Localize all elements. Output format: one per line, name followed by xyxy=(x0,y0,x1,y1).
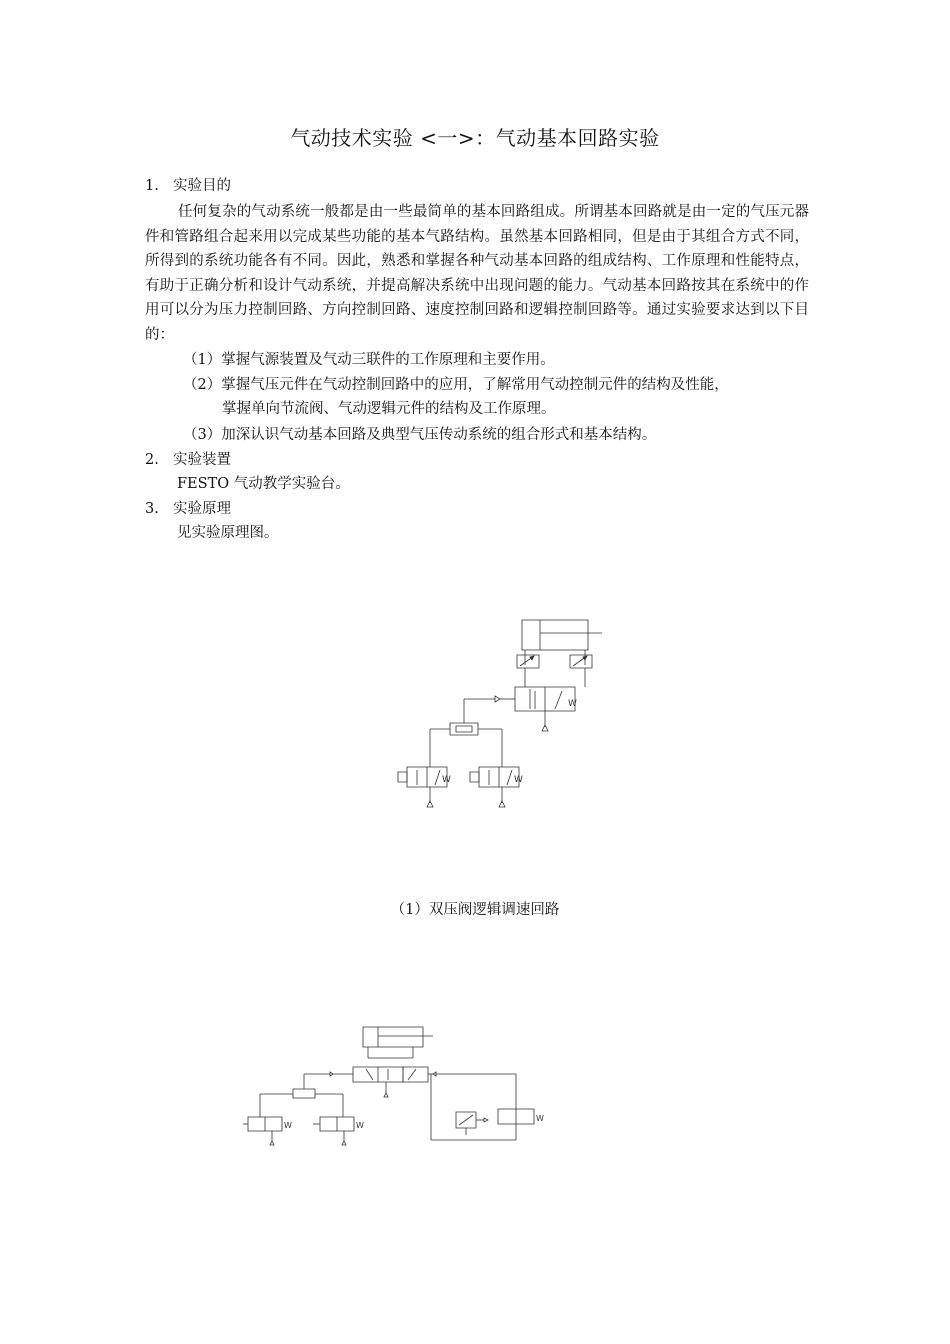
purpose-paragraph: 任何复杂的气动系统一般都是由一些最简单的基本回路组成。所谓基本回路就是由一定的气压元器件和管路组合起来用以完成某些功能的基本气路结构。虽然基本回路相同，但是由于其组合方式不同，所得到的系统功能各有不同。因此，熟悉和掌握各种气动基本回路的组成结构、工作原理和性能特点，有助于正确分析和设计气动系统，并提高解决系统中出现问题的能力。气动基本回路按其在系统中的作用可以分为压力控制回路、方向控制回路、速度控制回路和逻辑控制回路等。通过实验要求达到以下目的： xyxy=(145,204,809,343)
section-2-heading xyxy=(145,448,231,472)
svg-text:W: W xyxy=(284,1121,292,1130)
objective-text: 加深认识气动基本回路及典型气压传动系统的组合形式和基本结构。 xyxy=(221,427,657,443)
main-directional-valve xyxy=(495,687,577,731)
section-title: 实验原理 xyxy=(173,501,231,517)
dual-pressure-valve xyxy=(430,699,502,767)
diagram-1-caption: （1）双压阀逻辑调速回路 xyxy=(390,902,560,918)
equipment-text: FESTO 气动教学实验台。 xyxy=(177,476,350,492)
svg-text:W: W xyxy=(536,1114,544,1123)
signal-valve-left xyxy=(398,767,451,807)
section-3-heading xyxy=(145,497,231,521)
section-number: 1. xyxy=(145,178,159,194)
svg-text:W: W xyxy=(514,775,523,785)
pneumatic-circuit-diagram-1 xyxy=(390,615,610,815)
svg-text:W: W xyxy=(442,775,451,785)
signal-valve-middle xyxy=(313,1117,364,1145)
svg-text:W: W xyxy=(568,699,577,709)
pneumatic-circuit-diagram-2 xyxy=(238,1022,548,1152)
objective-2 xyxy=(183,373,729,397)
page-title: 气动技术实验 <一>：气动基本回路实验 xyxy=(290,126,660,150)
section-title: 实验目的 xyxy=(173,178,231,194)
objective-2-continued: 掌握单向节流阀、气动逻辑元件的结构及工作原理。 xyxy=(222,401,556,417)
principle-text: 见实验原理图。 xyxy=(177,525,279,541)
section-title: 实验装置 xyxy=(173,452,231,468)
flow-control-valves xyxy=(517,655,592,687)
signal-valve-left xyxy=(243,1117,292,1145)
section-number: 3. xyxy=(145,501,159,517)
objective-3 xyxy=(183,423,656,447)
main-directional-valve xyxy=(330,1067,436,1097)
objective-number: （1） xyxy=(183,352,222,368)
signal-valve-right xyxy=(470,767,523,807)
double-acting-cylinder xyxy=(522,620,602,665)
objective-number: （3） xyxy=(183,427,222,443)
objective-number: （2） xyxy=(183,377,222,393)
objective-1 xyxy=(183,348,555,372)
section-1-heading xyxy=(145,174,231,198)
objective-text: 掌握气源装置及气动三联件的工作原理和主要作用。 xyxy=(221,352,555,368)
svg-text:W: W xyxy=(356,1121,364,1130)
pressure-sequence-branch xyxy=(431,1074,544,1140)
shuttle-valve xyxy=(260,1074,343,1117)
objective-text: 掌握气压元件在气动控制回路中的应用，了解常用气动控制元件的结构及性能， xyxy=(221,377,729,393)
double-acting-cylinder xyxy=(363,1027,433,1058)
section-number: 2. xyxy=(145,452,159,468)
